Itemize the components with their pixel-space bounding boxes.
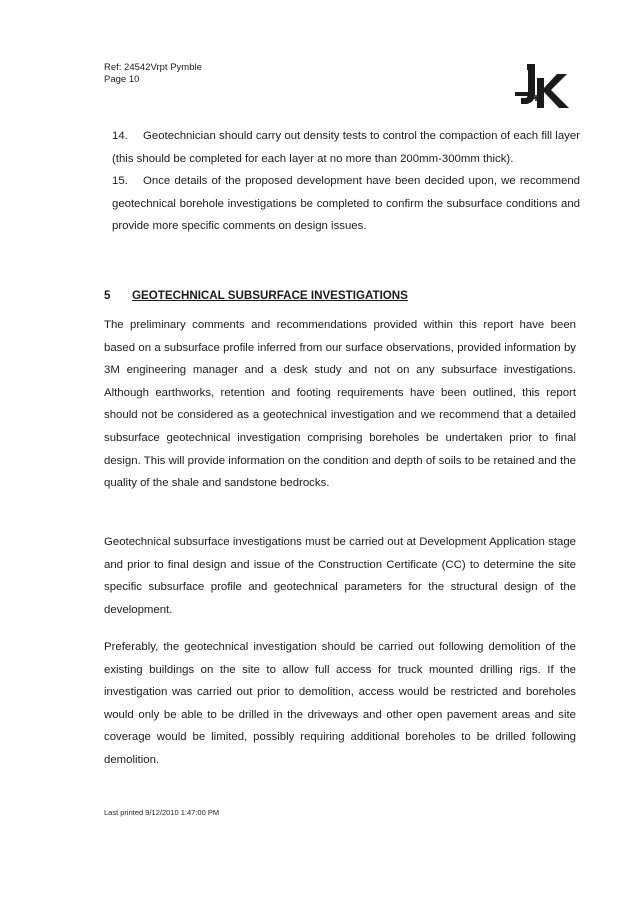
section-title: GEOTECHNICAL SUBSURFACE INVESTIGATIONS (132, 289, 408, 302)
paragraph: Geotechnical subsurface investigations must be carried out at Development Application stage and prior to final design and issue of the Construction Certificate (CC) to determine the site specific subsurface profile and geotechnical parameters for the structural design of the development. (104, 536, 576, 616)
page-number: Page 10 (104, 74, 140, 85)
paragraph: The preliminary comments and recommendations provided within this report have been based on a subsurface profile inferred from our surface observations, provided information by 3M engineering manager and a desk study and not on any subsurface investigations. Although earthworks, retention and footing requirements have been outlined, this report should not be considered as a geotechnical investigation and we recommend that a detailed subsurface geotechnical investigation comprising boreholes be undertaken prior to final design. This will provide information on the condition and depth of soils to be retained and the quality of the shale and sandstone bedrocks. (104, 319, 576, 490)
section-heading (104, 289, 408, 302)
item-number: 15. (112, 175, 128, 187)
reference-number: Ref: 24542Vrpt Pymble (104, 62, 202, 73)
jk-company-logo-icon (513, 62, 571, 112)
item-number: 14. (112, 130, 128, 142)
list-item (112, 170, 580, 238)
list-item (112, 125, 580, 170)
paragraph: Preferably, the geotechnical investigation should be carried out following demolition of the existing buildings on the site to allow full access for truck mounted drilling rigs. If the investigation was carried out prior to demolition, access would be restricted and boreholes would only be able to be drilled in the driveways and other open pavement areas and site coverage would be limited, possibly requiring additional boreholes to be drilled following demolition. (104, 641, 576, 766)
item-text: Once details of the proposed development have been decided upon, we recommend geotechnical borehole investigations be completed to confirm the subsurface conditions and provide more specific comments on design issues. (112, 175, 580, 232)
section-number: 5 (104, 289, 111, 302)
print-timestamp: Last printed 9/12/2010 1:47:00 PM (104, 808, 220, 817)
scan-mark (40, 96, 41, 106)
recommendation-list (112, 125, 580, 238)
item-text: Geotechnician should carry out density tests to control the compaction of each fill layer (this should be completed for each layer at no more than 200mm-300mm thick). (112, 130, 580, 165)
reference-block (104, 62, 202, 86)
